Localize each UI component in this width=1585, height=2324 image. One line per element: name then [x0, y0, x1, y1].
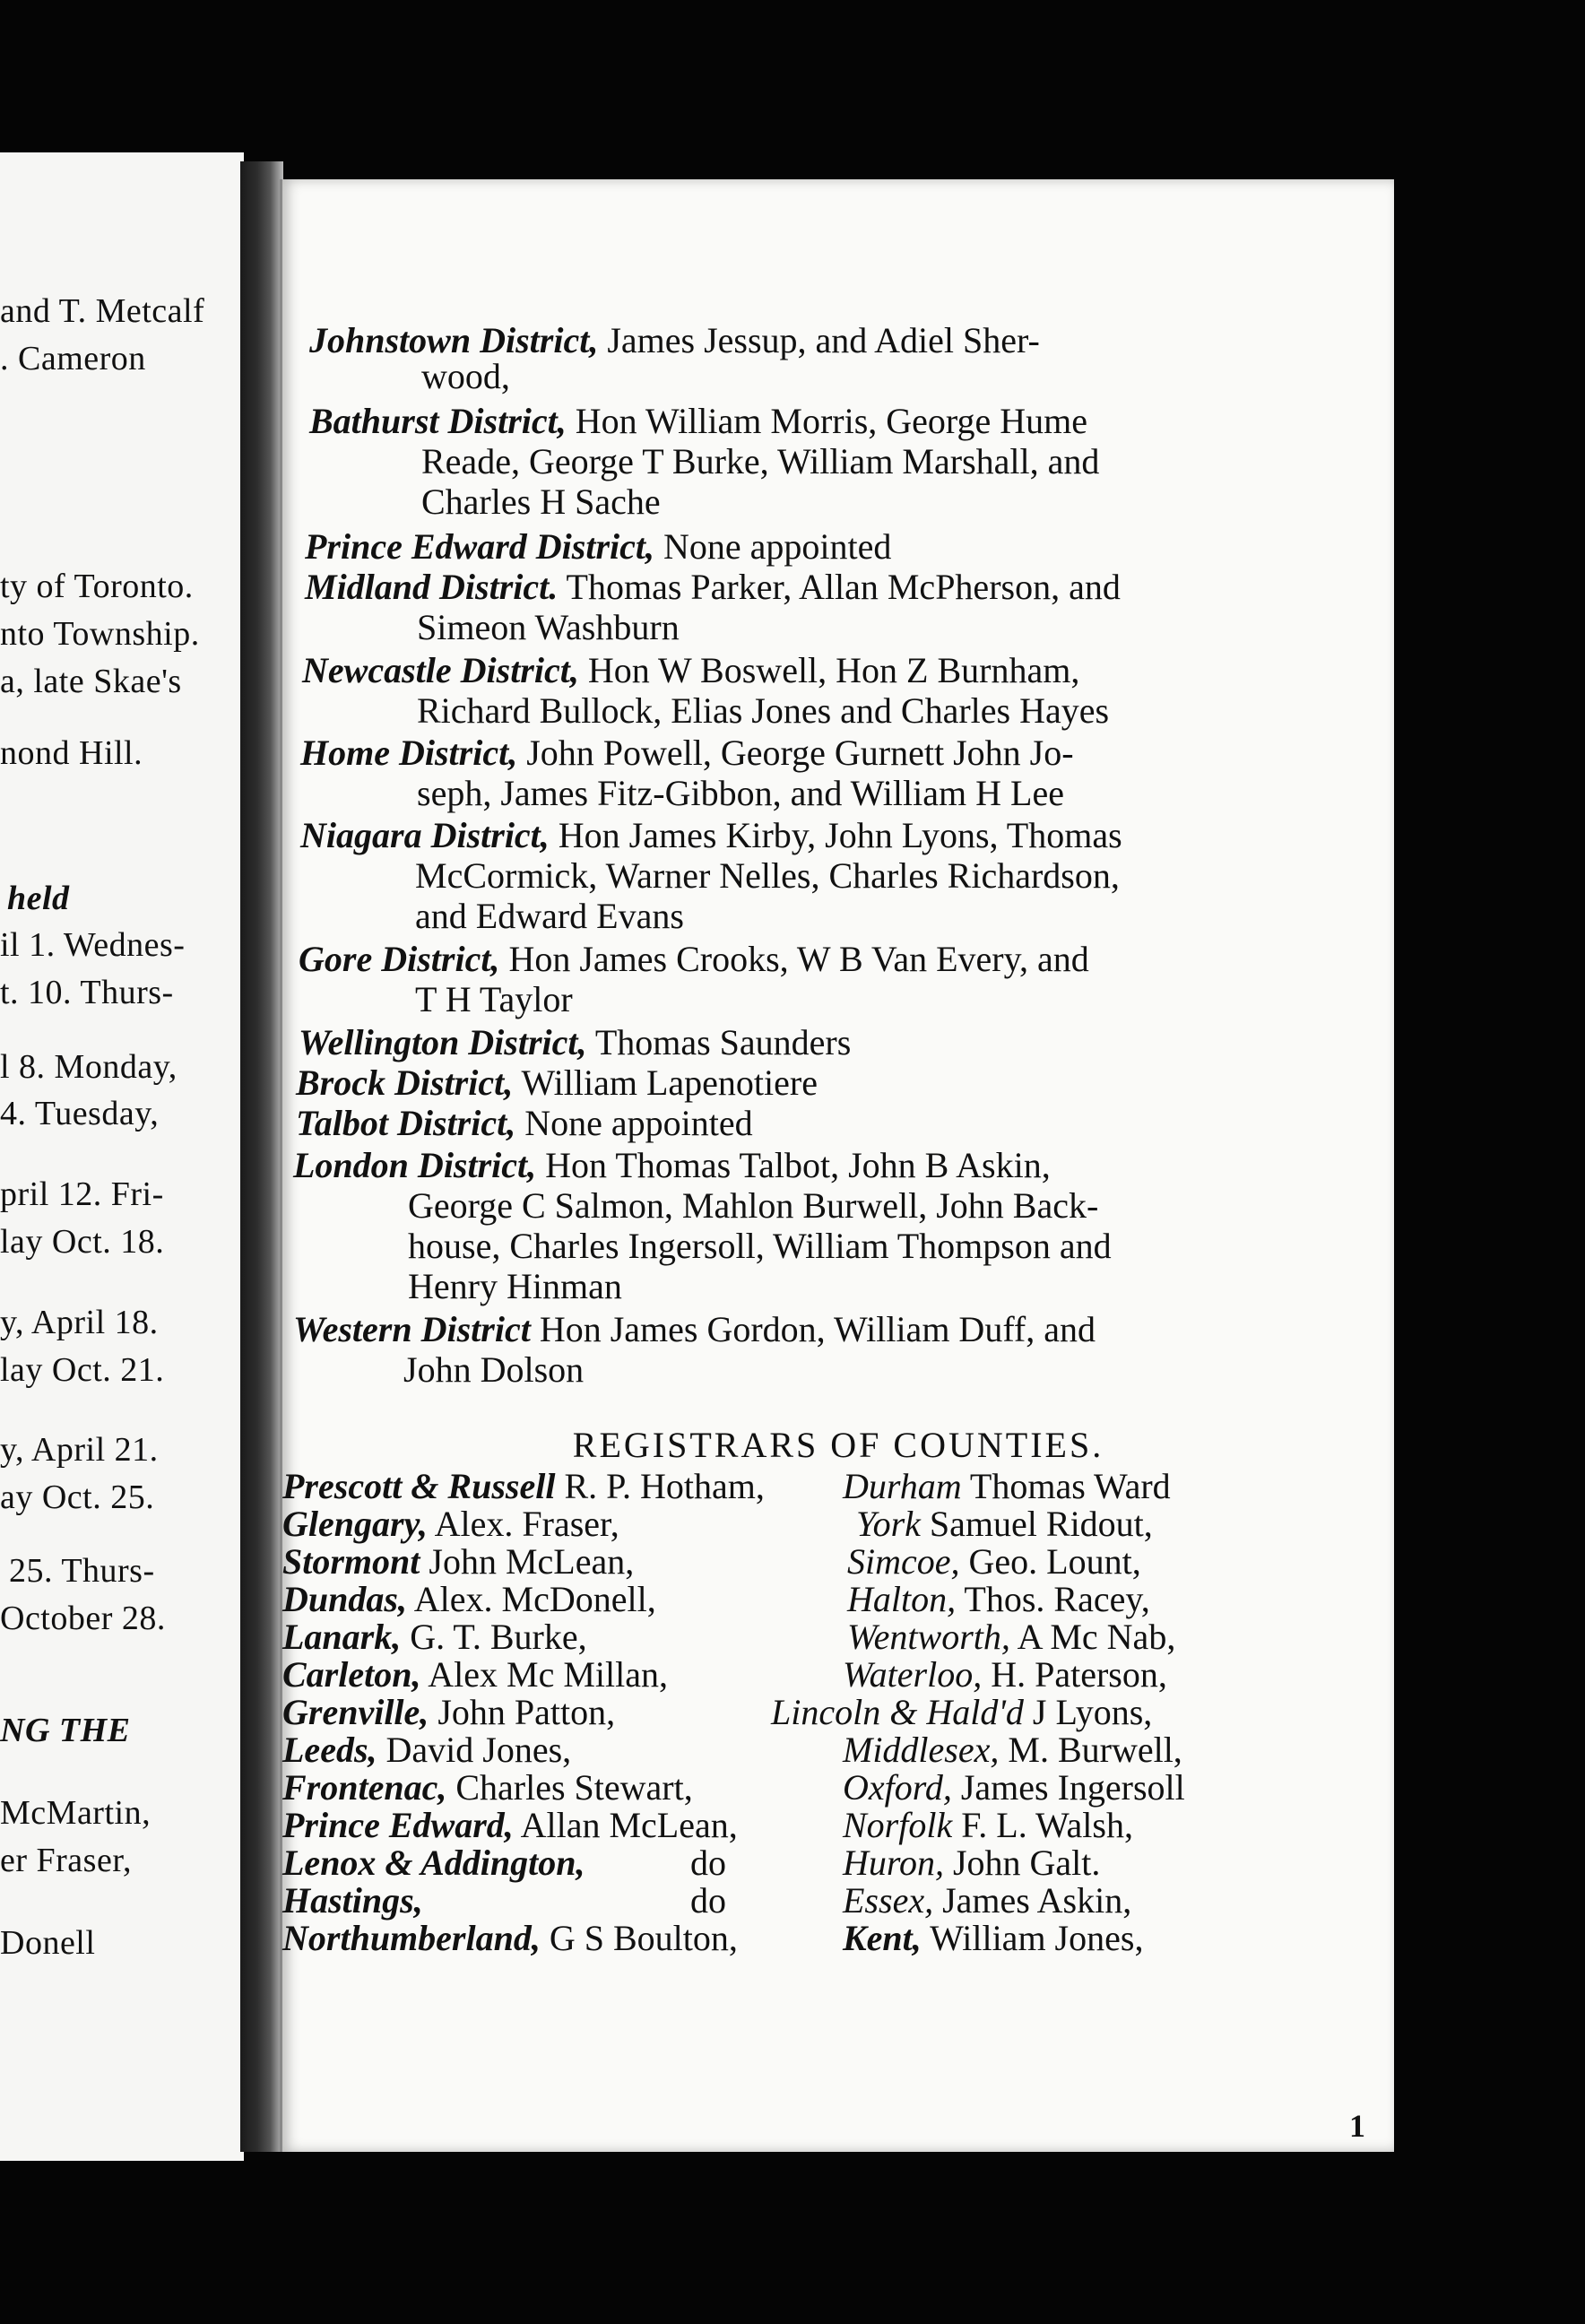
county-name: Lincoln & Hald'd [771, 1692, 1024, 1732]
district-officials: William Lapenotiere [521, 1062, 818, 1103]
registrar-name: John Galt. [952, 1843, 1101, 1883]
right-main-page [280, 179, 1394, 2152]
registrar-left-name: do [690, 1843, 726, 1883]
registrar-right-entry [843, 1805, 1133, 1845]
left-page-line: October 28. [0, 1600, 166, 1637]
county-name: Northumberland, [282, 1918, 541, 1958]
registrar-name: Thomas Ward [969, 1466, 1171, 1506]
registrar-name: John McLean, [429, 1541, 635, 1582]
registrar-right-entry [843, 1466, 1171, 1506]
district-officials: Thomas Saunders [594, 1022, 852, 1062]
left-page-line: Donell [0, 1924, 96, 1962]
district-officials: Hon James Kirby, John Lyons, Thomas [558, 815, 1122, 855]
district-entry [296, 1062, 818, 1103]
registrar-right-entry [847, 1541, 1141, 1582]
district-name: Prince Edward District, [305, 526, 655, 567]
district-officials: Hon Thomas Talbot, John B Askin, [545, 1145, 1051, 1185]
county-name: Oxford, [843, 1767, 952, 1808]
left-page-line: 25. Thurs- [9, 1552, 155, 1590]
registrar-left-entry [282, 1506, 619, 1542]
county-name: Glengary, [282, 1504, 428, 1544]
county-name: Grenville, [282, 1692, 429, 1732]
district-officials: Hon James Gordon, William Duff, and [539, 1309, 1096, 1349]
district-entry [299, 941, 1089, 977]
registrar-name: Alex Mc Millan, [428, 1654, 669, 1695]
district-entry [305, 569, 1121, 605]
district-officials: Thomas Parker, Allan McPherson, and [566, 567, 1121, 607]
registrar-name: William Jones, [930, 1918, 1144, 1958]
county-name: Carleton, [282, 1654, 421, 1695]
district-officials: James Jessup, and Adiel Sher- [607, 320, 1040, 360]
registrar-left-name: do [690, 1880, 726, 1921]
left-page-line: y, April 21. [0, 1431, 159, 1469]
district-entry [300, 735, 1074, 771]
left-page-line: lay Oct. 21. [0, 1351, 165, 1389]
district-entry [293, 1145, 1051, 1185]
registrar-right-entry [843, 1767, 1185, 1808]
registrar-name: James Askin, [942, 1880, 1132, 1921]
left-page-line: NG THE [0, 1712, 131, 1749]
district-name: Western District [293, 1309, 531, 1349]
registrar-name: David Jones, [385, 1730, 572, 1770]
district-officials: Hon W Boswell, Hon Z Burnham, [587, 650, 1080, 690]
district-continuation: McCormick, Warner Nelles, Charles Richardson, [415, 855, 1120, 896]
district-continuation: Henry Hinman [408, 1266, 622, 1306]
registrar-right-entry [771, 1692, 1153, 1732]
county-name: Dundas, [282, 1579, 407, 1619]
district-name: Gore District, [299, 939, 500, 979]
district-entry [309, 320, 1040, 360]
district-name: London District, [293, 1145, 537, 1185]
registrar-name: H. Paterson, [991, 1654, 1167, 1695]
registrar-left-entry [282, 1692, 616, 1732]
left-page-line: ay Oct. 25. [0, 1479, 155, 1516]
registrar-name: Allan McLean, [520, 1805, 738, 1845]
county-name: Durham [843, 1466, 962, 1506]
district-name: Wellington District, [299, 1022, 587, 1062]
registrar-right-entry [843, 1918, 1144, 1958]
left-page-line: t. 10. Thurs- [0, 974, 174, 1011]
left-page-line: lay Oct. 18. [0, 1223, 165, 1261]
left-page-line: l 8. Monday, [0, 1048, 178, 1086]
left-page-line: ty of Toronto. [0, 568, 194, 605]
district-name: Johnstown District, [309, 320, 599, 360]
county-name: Lenox & Addington, [282, 1843, 585, 1883]
registrar-name: G S Boulton, [549, 1918, 738, 1958]
registrar-name: Charles Stewart, [455, 1767, 693, 1808]
left-page-line: McMartin, [0, 1794, 152, 1832]
district-entry [293, 1309, 1096, 1349]
county-name: Leeds, [282, 1730, 377, 1770]
left-page-line: il 1. Wednes- [0, 926, 186, 964]
registrar-right-entry [856, 1506, 1153, 1542]
district-officials: None appointed [663, 526, 892, 567]
registrar-left-entry [282, 1619, 587, 1655]
county-name: Halton, [847, 1579, 957, 1619]
book-gutter [240, 161, 283, 2152]
county-name: Prescott & Russell [282, 1466, 556, 1506]
district-entry [309, 403, 1087, 439]
left-page-line: 4. Tuesday, [0, 1095, 160, 1132]
district-continuation: Reade, George T Burke, William Marshall, and [421, 441, 1100, 481]
registrar-left-entry [282, 1654, 669, 1695]
county-name: Hastings, [282, 1880, 423, 1921]
county-name: Stormont [282, 1541, 420, 1582]
district-officials: None appointed [524, 1103, 753, 1143]
district-entry [296, 1103, 753, 1143]
county-name: Norfolk [843, 1805, 953, 1845]
registrar-name: Geo. Lount, [968, 1541, 1141, 1582]
county-name: Lanark, [282, 1617, 402, 1657]
county-name: Frontenac, [282, 1767, 447, 1808]
registrar-name: J Lyons, [1032, 1692, 1153, 1732]
district-name: Niagara District, [300, 815, 550, 855]
registrar-name: Alex. Fraser, [434, 1504, 619, 1544]
district-name: Newcastle District, [302, 650, 579, 690]
county-name: Middlesex, [843, 1730, 1000, 1770]
county-name: Prince Edward, [282, 1805, 514, 1845]
district-entry [302, 650, 1080, 690]
district-continuation: T H Taylor [415, 979, 573, 1019]
registrar-name: F. L. Walsh, [961, 1805, 1133, 1845]
registrar-left-entry [282, 1579, 656, 1619]
district-officials: Hon William Morris, George Hume [575, 401, 1088, 441]
registrar-right-entry [847, 1579, 1150, 1619]
left-page-line: nond Hill. [0, 734, 143, 772]
district-entry [300, 815, 1122, 855]
left-page-line: and T. Metcalf [0, 292, 205, 330]
county-name: Kent, [843, 1918, 922, 1958]
district-name: Bathurst District, [309, 401, 567, 441]
left-page-line: held [7, 880, 70, 917]
district-name: Brock District, [296, 1062, 514, 1103]
registrar-left-entry [282, 1880, 423, 1921]
left-page-line: a, late Skae's [0, 663, 182, 700]
left-page-line: . Cameron [0, 340, 146, 377]
registrar-name: Samuel Ridout, [929, 1504, 1153, 1544]
county-name: Waterloo, [843, 1654, 983, 1695]
county-name: Essex, [843, 1880, 934, 1921]
registrar-name: John Patton, [437, 1692, 616, 1732]
county-name: York [856, 1504, 921, 1544]
district-entry [305, 526, 892, 567]
registrar-right-entry [843, 1732, 1182, 1768]
registrar-left-entry [282, 1805, 738, 1845]
registrar-left-entry [282, 1732, 571, 1768]
registrar-left-entry [282, 1466, 765, 1506]
left-page-line: y, April 18. [0, 1304, 159, 1341]
registrar-right-entry [843, 1654, 1167, 1695]
registrar-left-entry [282, 1918, 738, 1958]
district-continuation: wood, [421, 356, 510, 396]
district-name: Midland District. [305, 567, 559, 607]
registrar-right-entry [843, 1845, 1100, 1881]
registrar-left-entry [282, 1541, 635, 1582]
district-continuation: John Dolson [403, 1349, 585, 1390]
left-page-line: er Fraser, [0, 1842, 132, 1879]
registrar-name: Thos. Racey, [964, 1579, 1150, 1619]
district-continuation: seph, James Fitz-Gibbon, and William H Lee [417, 773, 1064, 813]
county-name: Simcoe, [847, 1541, 960, 1582]
registrar-right-entry [847, 1619, 1175, 1655]
registrar-left-entry [282, 1767, 693, 1808]
district-continuation: Richard Bullock, Elias Jones and Charles Hayes [417, 690, 1110, 731]
district-continuation: and Edward Evans [415, 896, 684, 936]
registrar-name: R. P. Hotham, [564, 1466, 765, 1506]
district-name: Home District, [300, 733, 518, 773]
district-entry [299, 1022, 852, 1062]
district-officials: Hon James Crooks, W B Van Every, and [508, 939, 1089, 979]
registrars-heading: REGISTRARS OF COUNTIES. [572, 1425, 1104, 1465]
registrar-name: G. T. Burke, [410, 1617, 587, 1657]
county-name: Huron, [843, 1843, 944, 1883]
registrar-name: M. Burwell, [1008, 1730, 1182, 1770]
left-page-line: nto Township. [0, 615, 200, 653]
registrar-left-entry [282, 1845, 585, 1881]
district-continuation: George C Salmon, Mahlon Burwell, John Back- [408, 1185, 1099, 1226]
left-facing-page [0, 152, 244, 2161]
registrar-name: Alex. McDonell, [413, 1579, 656, 1619]
district-name: Talbot District, [296, 1103, 516, 1143]
district-continuation: house, Charles Ingersoll, William Thompson and [408, 1226, 1112, 1266]
county-name: Wentworth, [847, 1617, 1010, 1657]
page-number: 1 [1349, 2108, 1365, 2144]
district-continuation: Simeon Washburn [417, 607, 680, 647]
registrar-name: James Ingersoll [960, 1767, 1185, 1808]
left-page-line: pril 12. Fri- [0, 1175, 164, 1213]
registrar-name: A Mc Nab, [1017, 1617, 1176, 1657]
district-officials: John Powell, George Gurnett John Jo- [526, 733, 1074, 773]
district-continuation: Charles H Sache [421, 481, 661, 522]
registrar-right-entry [843, 1880, 1132, 1921]
